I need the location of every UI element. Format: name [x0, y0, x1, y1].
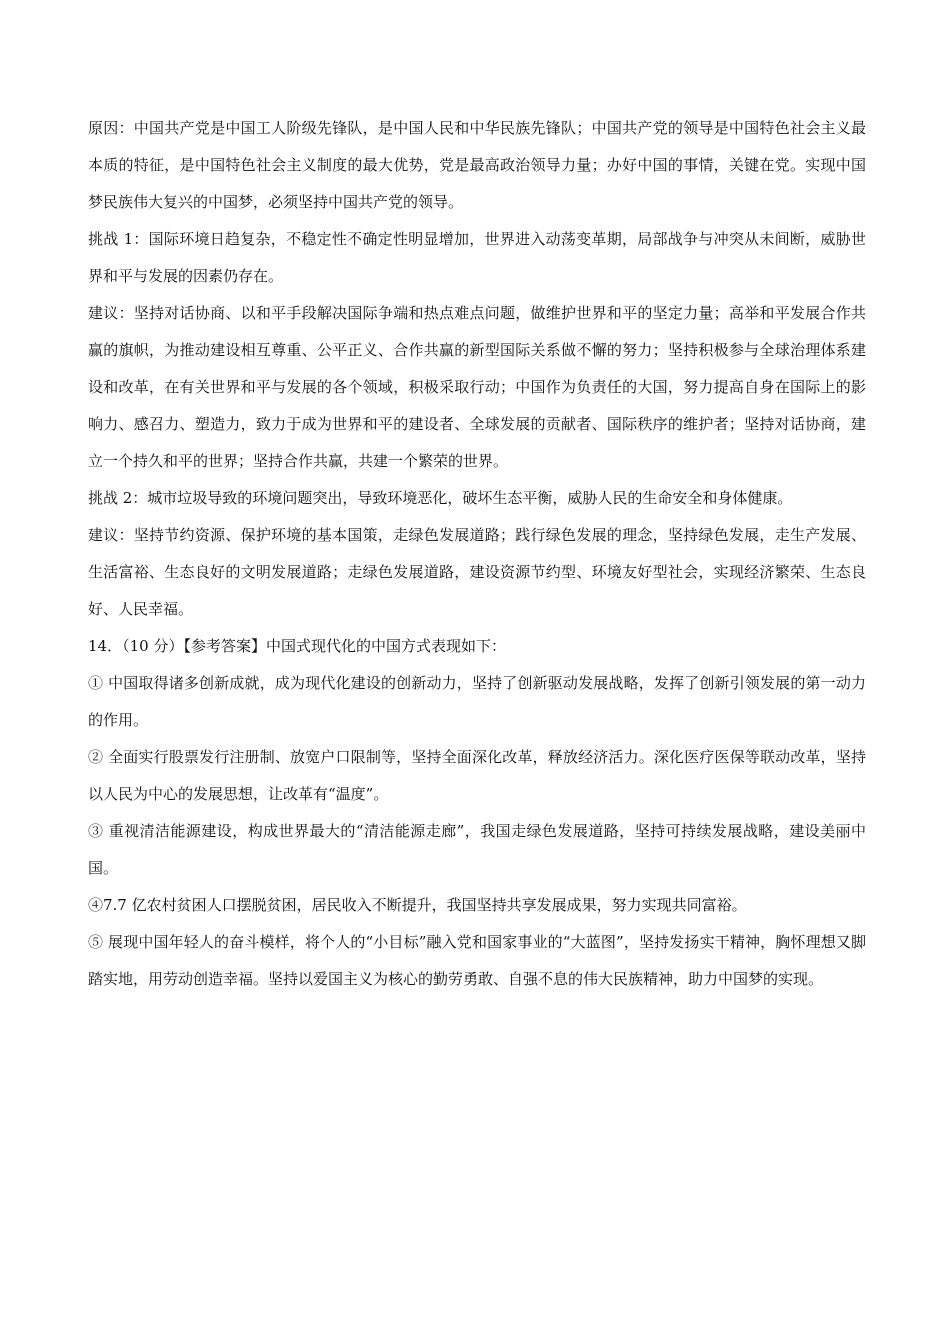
answer-item-2: ② 全面实行股票发行注册制、放宽户口限制等，坚持全面深化改革，释放经济活力。深化医疗医保等联动改革，坚持以人民为中心的发展思想，让改革有“温度”。 [88, 748, 866, 803]
answer-item-3: ③ 重视清洁能源建设，构成世界最大的“清洁能源走廊”，我国走绿色发展道路，坚持可持续发展战略，建设美丽中国。 [88, 822, 866, 877]
answer-item-4: ④7.7 亿农村贫困人口摆脱贫困，居民收入不断提升，我国坚持共享发展成果，努力实现共同富裕。 [88, 896, 747, 914]
paragraph-suggestion-2: 建议：坚持节约资源、保护环境的基本国策，走绿色发展道路；践行绿色发展的理念，坚持绿色发展，走生产发展、生活富裕、生态良好的文明发展道路；走绿色发展道路，建设资源节约型、环境友好型社会，实现经济繁荣、生态良好、人民幸福。 [88, 526, 866, 618]
question-14-heading: 14．（10 分）【参考答案】中国式现代化的中国方式表现如下： [88, 637, 506, 655]
answer-item-1: ① 中国取得诸多创新成就，成为现代化建设的创新动力，坚持了创新驱动发展战略，发挥了创新引领发展的第一动力的作用。 [88, 674, 866, 729]
paragraph-challenge-2: 挑战 2：城市垃圾导致的环境问题突出，导致环境恶化，破坏生态平衡，威胁人民的生命安全和身体健康。 [88, 489, 793, 507]
paragraph-reason: 原因：中国共产党是中国工人阶级先锋队，是中国人民和中华民族先锋队；中国共产党的领导是中国特色社会主义最本质的特征，是中国特色社会主义制度的最大优势，党是最高政治领导力量；办好中国的事情，关键在党。实现中国梦民族伟大复兴的中国梦，必须坚持中国共产党的领导。 [88, 119, 866, 211]
paragraph-suggestion-1: 建议：坚持对话协商、以和平手段解决国际争端和热点难点问题，做维护世界和平的坚定力量；高举和平发展合作共赢的旗帜，为推动建设相互尊重、公平正义、合作共赢的新型国际关系做不懈的努力；坚持积极参与全球治理体系建设和改革，在有关世界和平与发展的各个领域，积极采取行动；中国作为负责任的大国，努力提高自身在国际上的影响力、感召力、塑造力，致力于成为世界和平的建设者、全球发展的贡献者、国际秩序的维护者；坚持对话协商，建立一个持久和平的世界；坚持合作共赢，共建一个繁荣的世界。 [88, 304, 866, 470]
answer-item-5: ⑤ 展现中国年轻人的奋斗模样，将个人的“小目标”融入党和国家事业的“大蓝图”，坚持发扬实干精神，胸怀理想又脚踏实地，用劳动创造幸福。坚持以爱国主义为核心的勤劳勇敢、自强不息的伟大民族精神，助力中国梦的实现。 [88, 933, 866, 988]
paragraph-challenge-1: 挑战 1：国际环境日趋复杂，不稳定性不确定性明显增加，世界进入动荡变革期，局部战争与冲突从未间断，威胁世界和平与发展的因素仍存在。 [88, 230, 866, 285]
